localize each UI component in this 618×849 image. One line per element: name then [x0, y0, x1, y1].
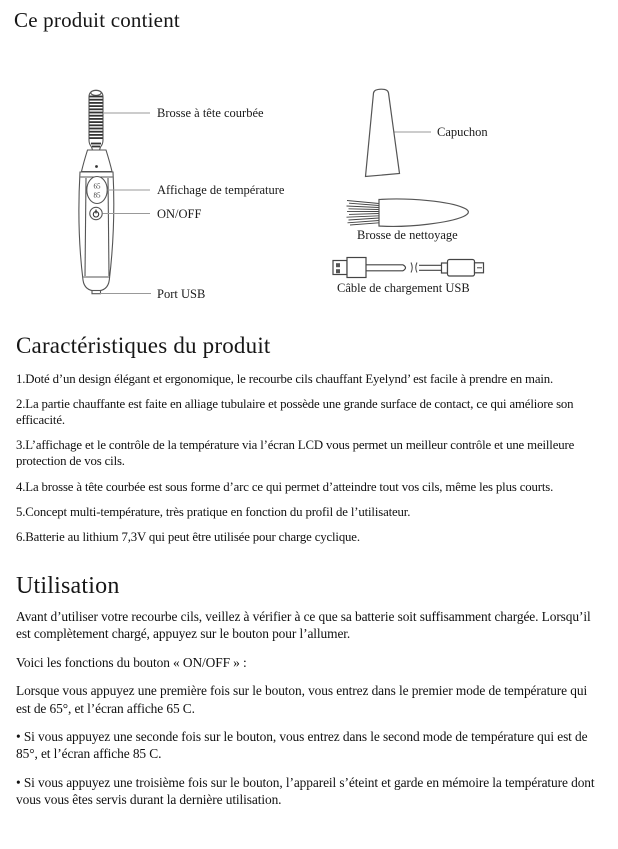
feature-item-3: 3.L’affichage et le contrôle de la température via l’écran LCD vous permet un meilleur contrôle et une meilleure protection de vos cils. — [16, 438, 575, 469]
product-diagram — [0, 0, 618, 325]
label-curved-brush-head: Brosse à tête courbée — [157, 106, 264, 120]
cleaning-brush-icon — [347, 199, 469, 226]
cap-icon — [366, 89, 400, 176]
usage-paragraph-4: • Si vous appuyez une seconde fois sur le bouton, vous entrez dans le second mode de température qui est de 85°, et l’écran affiche 85 C. — [16, 728, 588, 762]
label-usb-cable: Câble de chargement USB — [337, 281, 470, 295]
feature-item-1: 1.Doté d’un design élégant et ergonomique, le recourbe cils chauffant Eyelynd’ est facile à prendre en main. — [16, 372, 554, 386]
label-on-off: ON/OFF — [157, 206, 202, 221]
device-neck — [82, 150, 113, 172]
features-heading: Caractéristiques du produit — [16, 333, 271, 358]
usage-paragraph-2: Voici les fonctions du bouton « ON/OFF » : — [16, 654, 247, 670]
feature-item-2: 2.La partie chauffante est faite en alliage tubulaire et possède une grande surface de contact, ce qui améliore son efficacité. — [16, 397, 574, 428]
label-temperature-display: Affichage de température — [157, 183, 285, 197]
label-usb-port: Port USB — [157, 286, 206, 301]
usb-port-notch — [92, 291, 101, 294]
usb-cable-icon — [333, 258, 484, 278]
features-section — [14, 333, 604, 545]
curved-brush-head-icon — [89, 90, 103, 150]
neck-dot — [95, 165, 98, 168]
feature-item-6: 6.Batterie au lithium 7,3V qui peut être utilisée pour charge cyclique. — [16, 529, 360, 544]
feature-item-5: 5.Concept multi-température, très pratique en fonction du profil de l’utilisateur. — [16, 504, 411, 519]
usage-paragraph-3: Lorsque vous appuyez une première fois sur le bouton, vous entrez dans le premier mode de température qui est de 65°, et l’écran affiche 65 C. — [16, 683, 588, 716]
label-cleaning-brush: Brosse de nettoyage — [357, 228, 458, 242]
page-title: Ce produit contient — [14, 8, 180, 32]
svg-text:85: 85 — [93, 191, 101, 200]
usage-paragraph-1: Avant d’utiliser votre recourbe cils, veillez à vérifier à ce que sa batterie soit suffisamment chargée. Lorsqu’il est complètement chargé, appuyez sur le bouton pour l’allumer. — [16, 608, 591, 642]
temperature-display-icon — [87, 177, 107, 204]
usage-paragraph-5: • Si vous appuyez une troisième fois sur le bouton, l’appareil s’éteint et garde en mémoire la température dont vous vous êtes servis durant la dernière utilisation. — [16, 774, 595, 808]
label-cap: Capuchon — [437, 125, 488, 139]
product-contents-section — [0, 0, 618, 325]
power-button-icon — [90, 207, 102, 219]
curler-device-illustration — [79, 90, 114, 294]
usage-section — [14, 573, 604, 809]
feature-item-4: 4.La brosse à tête courbée est sous forme d’arc ce qui permet d’atteindre tout vos cils, même les plus courts. — [16, 479, 554, 494]
svg-text:65: 65 — [93, 182, 101, 191]
text-content — [0, 333, 618, 809]
usage-heading: Utilisation — [16, 572, 120, 599]
